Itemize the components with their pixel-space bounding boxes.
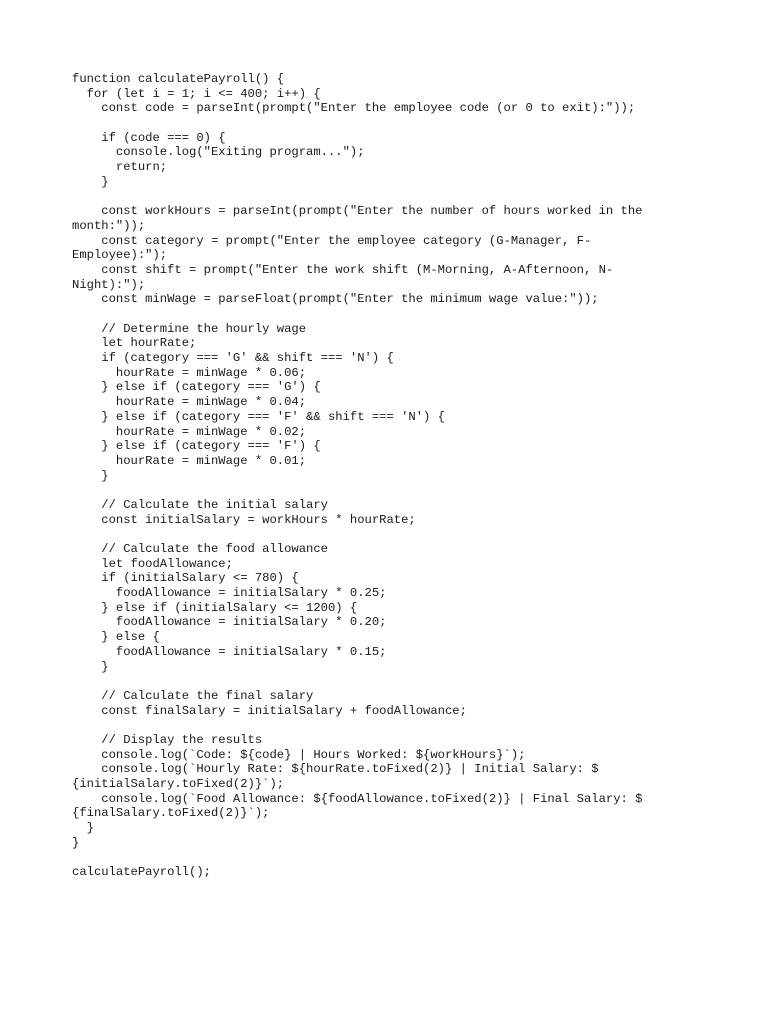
code-line: console.log(`Food Allowance: ${foodAllowance.toFixed(2)} | Final Salary: $ <box>72 791 643 806</box>
code-line: hourRate = minWage * 0.06; <box>72 365 307 380</box>
code-line: if (initialSalary <= 780) { <box>72 571 299 586</box>
code-line: Employee):"); <box>72 248 168 263</box>
code-line: // Calculate the food allowance <box>72 542 328 556</box>
code-line <box>72 674 696 689</box>
code-line: if (code === 0) { <box>72 130 226 145</box>
code-line: return; <box>72 160 168 175</box>
code-line <box>72 116 696 131</box>
code-line: const workHours = parseInt(prompt("Enter the number of hours worked in the <box>72 204 643 219</box>
code-line: } else if (category === 'G') { <box>72 380 321 395</box>
code-line: {initialSalary.toFixed(2)}`); <box>72 777 285 791</box>
code-line: hourRate = minWage * 0.02; <box>72 424 307 439</box>
code-line: // Calculate the initial salary <box>72 497 328 512</box>
code-line: hourRate = minWage * 0.04; <box>72 395 307 410</box>
code-line <box>72 483 696 498</box>
code-line: month:")); <box>72 218 146 233</box>
code-line <box>72 718 696 733</box>
code-line: foodAllowance = initialSalary * 0.25; <box>72 586 387 601</box>
code-line: {finalSalary.toFixed(2)}`); <box>72 806 270 821</box>
code-line: } <box>72 835 80 850</box>
code-line: console.log("Exiting program..."); <box>72 145 365 160</box>
code-line: function calculatePayroll() { <box>72 72 285 86</box>
code-line: // Display the results <box>72 732 263 747</box>
code-line: if (category === 'G' && shift === 'N') { <box>72 351 394 366</box>
code-line: } else if (initialSalary <= 1200) { <box>72 600 358 615</box>
code-line: console.log(`Code: ${code} | Hours Worked: ${workHours}`); <box>72 747 526 762</box>
code-line: const minWage = parseFloat(prompt("Enter the minimum wage value:")); <box>72 292 599 307</box>
code-line: } else if (category === 'F' && shift === 'N') { <box>72 409 445 424</box>
code-line: } else if (category === 'F') { <box>72 439 321 454</box>
code-line: } <box>72 468 109 483</box>
code-listing <box>72 72 696 880</box>
code-line: for (let i = 1; i <= 400; i++) { <box>72 86 321 101</box>
code-line: const shift = prompt("Enter the work shift (M-Morning, A-Afternoon, N- <box>72 262 614 277</box>
code-line: const code = parseInt(prompt("Enter the employee code (or 0 to exit):")); <box>72 101 636 116</box>
code-line: // Calculate the final salary <box>72 688 314 703</box>
code-line: foodAllowance = initialSalary * 0.15; <box>72 644 387 659</box>
code-line: Night):"); <box>72 277 146 292</box>
code-line: // Determine the hourly wage <box>72 321 307 336</box>
code-line: } <box>72 821 94 836</box>
code-line: calculatePayroll(); <box>72 865 211 880</box>
code-line: const category = prompt("Enter the employee category (G-Manager, F- <box>72 233 592 248</box>
code-line <box>72 850 696 865</box>
code-line: } <box>72 174 109 189</box>
code-line <box>72 190 696 205</box>
code-line <box>72 527 696 542</box>
code-line: } <box>72 659 109 674</box>
code-line: let hourRate; <box>72 336 197 351</box>
code-line: const initialSalary = workHours * hourRate; <box>72 512 416 527</box>
code-line: const finalSalary = initialSalary + foodAllowance; <box>72 703 467 718</box>
code-line: hourRate = minWage * 0.01; <box>72 453 307 468</box>
code-line <box>72 307 696 322</box>
code-line: console.log(`Hourly Rate: ${hourRate.toFixed(2)} | Initial Salary: $ <box>72 762 599 777</box>
code-line: let foodAllowance; <box>72 556 233 571</box>
code-line: } else { <box>72 630 160 645</box>
code-line: foodAllowance = initialSalary * 0.20; <box>72 615 387 630</box>
